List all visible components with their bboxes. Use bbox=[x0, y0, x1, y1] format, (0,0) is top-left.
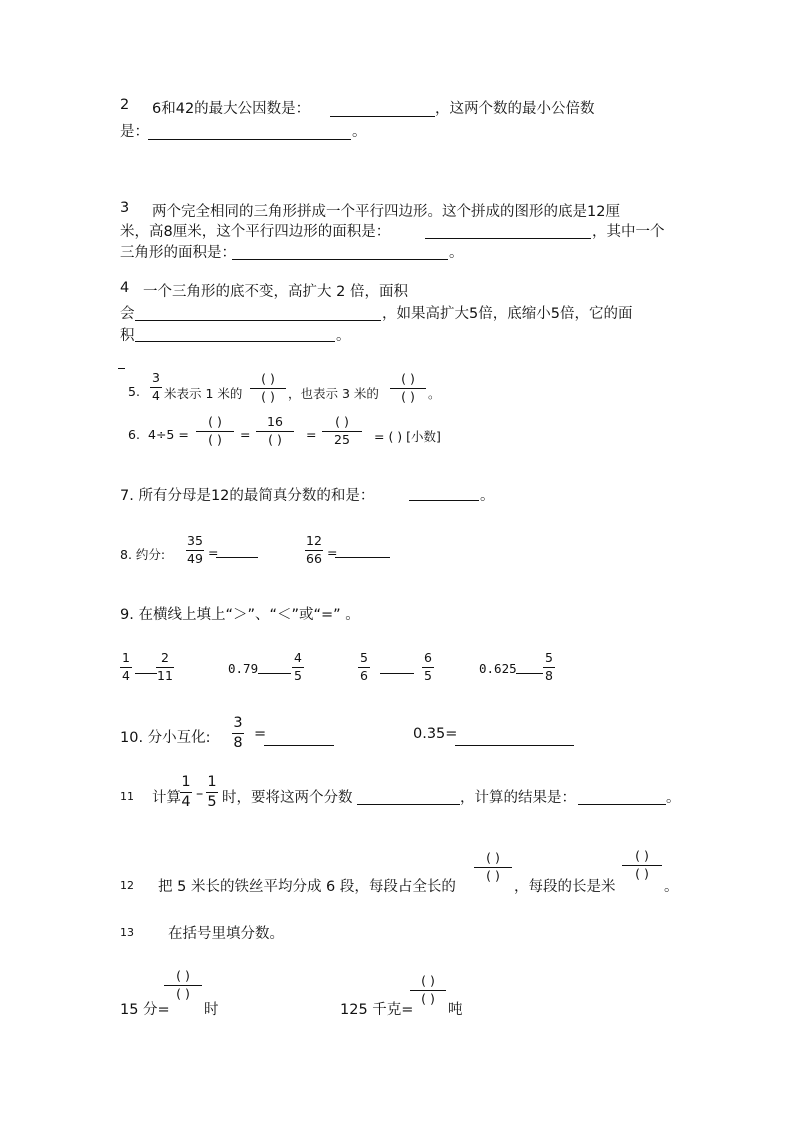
q5-frac-num: 3 bbox=[152, 370, 160, 385]
q6-eq-1: = bbox=[240, 427, 251, 442]
q9-d-num: 4 bbox=[294, 650, 302, 665]
q11-b-den: 5 bbox=[207, 793, 217, 810]
q6-paren-den-1: ( ) bbox=[208, 431, 222, 447]
q9-a-num: 1 bbox=[122, 650, 130, 665]
q2-text-3: 是： bbox=[120, 124, 149, 140]
q11-b-num: 1 bbox=[207, 774, 217, 790]
q7-text: 7. 所有分母是12的最简真分数的和是： bbox=[120, 488, 375, 504]
q6-frac-16 bbox=[256, 416, 294, 446]
stray-mark bbox=[118, 368, 125, 369]
q4-number: 4 bbox=[120, 280, 130, 296]
q4-line-2-tail: ，如果高扩大5倍，底缩小5倍，它的面 bbox=[382, 306, 633, 322]
q9-e-den: 6 bbox=[360, 667, 368, 683]
q10-label: 10. 分小互化: bbox=[120, 730, 211, 746]
q9-blank-4[interactable] bbox=[516, 673, 543, 674]
q9-frac-d bbox=[292, 652, 304, 682]
q13-answer-frac-1[interactable] bbox=[164, 970, 202, 1000]
q11-frac-b bbox=[206, 775, 218, 809]
q13-paren-den-1: ( ) bbox=[176, 985, 190, 1001]
q8-blank-2[interactable] bbox=[335, 557, 390, 558]
q5-fraction bbox=[150, 372, 162, 402]
q5-paren-num-2: ( ) bbox=[401, 371, 415, 386]
q12-answer-frac-1[interactable] bbox=[474, 852, 512, 882]
q8-f1-den: 49 bbox=[187, 550, 203, 566]
q9-h-num: 5 bbox=[545, 650, 553, 665]
q10-fraction bbox=[232, 716, 244, 750]
q8-eq-2: = bbox=[327, 545, 338, 560]
q5-number: 5. bbox=[128, 384, 140, 399]
q2-number: 2 bbox=[120, 97, 130, 113]
q4-blank-1[interactable] bbox=[135, 320, 381, 321]
q3-line-1: 两个完全相同的三角形拼成一个平行四边形。这个拼成的图形的底是12厘 bbox=[152, 204, 620, 220]
q3-line-2-tail: ，其中一个 bbox=[592, 224, 665, 240]
q5-paren-den-2: ( ) bbox=[401, 388, 415, 404]
q13-left-text: 15 分= bbox=[120, 1002, 170, 1018]
q13-paren-num-2: ( ) bbox=[421, 973, 435, 988]
q8-fraction-2 bbox=[305, 535, 323, 565]
q4-line-2: 会 bbox=[120, 306, 135, 322]
q6-frac-25 bbox=[322, 416, 362, 446]
q12-paren-num-1: ( ) bbox=[486, 850, 500, 865]
q9-e-num: 5 bbox=[360, 650, 368, 665]
q6-eq-2: = bbox=[306, 427, 317, 442]
q8-f1-num: 35 bbox=[187, 533, 203, 548]
q12-paren-den-1: ( ) bbox=[486, 867, 500, 883]
q10-den: 8 bbox=[233, 734, 243, 751]
q13-paren-num-1: ( ) bbox=[176, 968, 190, 983]
q9-blank-2[interactable] bbox=[258, 673, 291, 674]
q11-a-num: 1 bbox=[181, 774, 191, 790]
q3-blank-2[interactable] bbox=[232, 259, 448, 260]
q9-decimal-c: 0.79 bbox=[228, 661, 259, 676]
q9-b-den: 11 bbox=[157, 667, 173, 683]
q10-blank-1[interactable] bbox=[264, 745, 334, 746]
q11-text-1: 计算 bbox=[152, 790, 181, 806]
q9-frac-b bbox=[156, 652, 174, 682]
q13-number: 13 bbox=[120, 926, 134, 939]
q2-end: 。 bbox=[352, 124, 367, 140]
q11-text-3: ，计算的结果是： bbox=[460, 790, 576, 806]
q12-paren-num-2: ( ) bbox=[635, 848, 649, 863]
q9-text: 9. 在横线上填上“＞”、“＜”或“=” 。 bbox=[120, 607, 360, 623]
q3-end: 。 bbox=[449, 245, 464, 261]
q6-frac-16-num: 16 bbox=[267, 414, 283, 429]
q8-fraction-1 bbox=[186, 535, 204, 565]
q5-frac-den: 4 bbox=[152, 387, 160, 403]
q3-line-3: 三角形的面积是： bbox=[120, 245, 236, 261]
q13-paren-den-2: ( ) bbox=[421, 990, 435, 1006]
q9-frac-f bbox=[422, 652, 434, 682]
q11-minus: – bbox=[196, 786, 204, 802]
q4-end: 。 bbox=[336, 328, 351, 344]
q6-answer-frac-1[interactable] bbox=[196, 416, 234, 446]
q11-number: 11 bbox=[120, 790, 134, 803]
q11-blank-2[interactable] bbox=[578, 804, 666, 805]
q5-text-2: ，也表示 3 米的 bbox=[288, 386, 379, 401]
q9-blank-3[interactable] bbox=[380, 673, 414, 674]
q8-eq-1: = bbox=[208, 545, 219, 560]
q6-paren-den-2: ( ) bbox=[268, 431, 282, 447]
q11-a-den: 4 bbox=[181, 793, 191, 810]
q12-paren-den-2: ( ) bbox=[635, 865, 649, 881]
q13-right-unit: 吨 bbox=[448, 1002, 463, 1018]
q12-answer-frac-2[interactable] bbox=[622, 850, 662, 880]
q9-a-den: 4 bbox=[122, 667, 130, 683]
q3-blank-1[interactable] bbox=[425, 238, 591, 239]
q5-text-1: 米表示 1 米的 bbox=[164, 386, 243, 401]
q8-f2-den: 66 bbox=[306, 550, 322, 566]
q6-tail: = ( ) [小数] bbox=[374, 429, 441, 444]
q13-left-unit: 时 bbox=[204, 1002, 219, 1018]
q12-number: 12 bbox=[120, 879, 134, 892]
q12-text-1: 把 5 米长的铁丝平均分成 6 段，每段占全长的 bbox=[158, 879, 456, 895]
q12-end: 。 bbox=[664, 879, 679, 895]
q10-num: 3 bbox=[233, 715, 243, 731]
q9-f-den: 5 bbox=[424, 667, 432, 683]
q10-right: 0.35= bbox=[413, 726, 458, 742]
q2-text-2: ，这两个数的最小公倍数 bbox=[435, 101, 595, 117]
q9-frac-e bbox=[358, 652, 370, 682]
q9-f-num: 6 bbox=[424, 650, 432, 665]
q8-blank-1[interactable] bbox=[216, 557, 258, 558]
q4-blank-2[interactable] bbox=[135, 341, 335, 342]
q6-frac-25-den: 25 bbox=[334, 431, 350, 447]
q5-paren-num-1: ( ) bbox=[261, 371, 275, 386]
q9-decimal-g: 0.625 bbox=[479, 661, 517, 676]
q9-blank-1[interactable] bbox=[135, 673, 157, 674]
q10-eq: = bbox=[254, 726, 267, 742]
q8-label: 8. 约分: bbox=[120, 547, 166, 562]
q13-answer-frac-2[interactable] bbox=[410, 975, 446, 1005]
q3-line-2: 米，高8厘米，这个平行四边形的面积是： bbox=[120, 224, 391, 240]
q2-text-1: 6和42的最大公因数是： bbox=[152, 101, 311, 117]
q7-blank[interactable] bbox=[409, 500, 479, 501]
q13-right-text: 125 千克= bbox=[340, 1002, 414, 1018]
q13-text: 在括号里填分数。 bbox=[168, 926, 284, 942]
q5-paren-den-1: ( ) bbox=[261, 388, 275, 404]
q5-end: 。 bbox=[428, 386, 441, 401]
q8-f2-num: 12 bbox=[306, 533, 322, 548]
q10-blank-2[interactable] bbox=[455, 745, 574, 746]
q5-answer-frac-2[interactable] bbox=[390, 373, 426, 403]
q9-b-num: 2 bbox=[161, 650, 169, 665]
q4-line-3: 积 bbox=[120, 328, 135, 344]
q11-frac-a bbox=[180, 775, 192, 809]
q9-d-den: 5 bbox=[294, 667, 302, 683]
q9-h-den: 8 bbox=[545, 667, 553, 683]
q4-line-1: 一个三角形的底不变，高扩大 2 倍，面积 bbox=[143, 284, 408, 300]
q3-number: 3 bbox=[120, 200, 130, 216]
q6-lead: 4÷5 = bbox=[148, 427, 189, 442]
q7-end: 。 bbox=[480, 488, 495, 504]
q9-frac-h bbox=[543, 652, 555, 682]
q6-number: 6. bbox=[128, 427, 140, 442]
q6-paren-num-3: ( ) bbox=[335, 414, 349, 429]
q9-frac-a bbox=[120, 652, 132, 682]
q11-end: 。 bbox=[666, 790, 681, 806]
q11-text-2: 时，要将这两个分数 bbox=[222, 790, 353, 806]
q2-blank-2[interactable] bbox=[148, 139, 351, 140]
q12-text-2: ，每段的长是米 bbox=[514, 879, 616, 895]
q6-paren-num-1: ( ) bbox=[208, 414, 222, 429]
q11-blank-1[interactable] bbox=[357, 804, 460, 805]
q5-answer-frac-1[interactable] bbox=[250, 373, 286, 403]
q2-blank-1[interactable] bbox=[330, 116, 435, 117]
